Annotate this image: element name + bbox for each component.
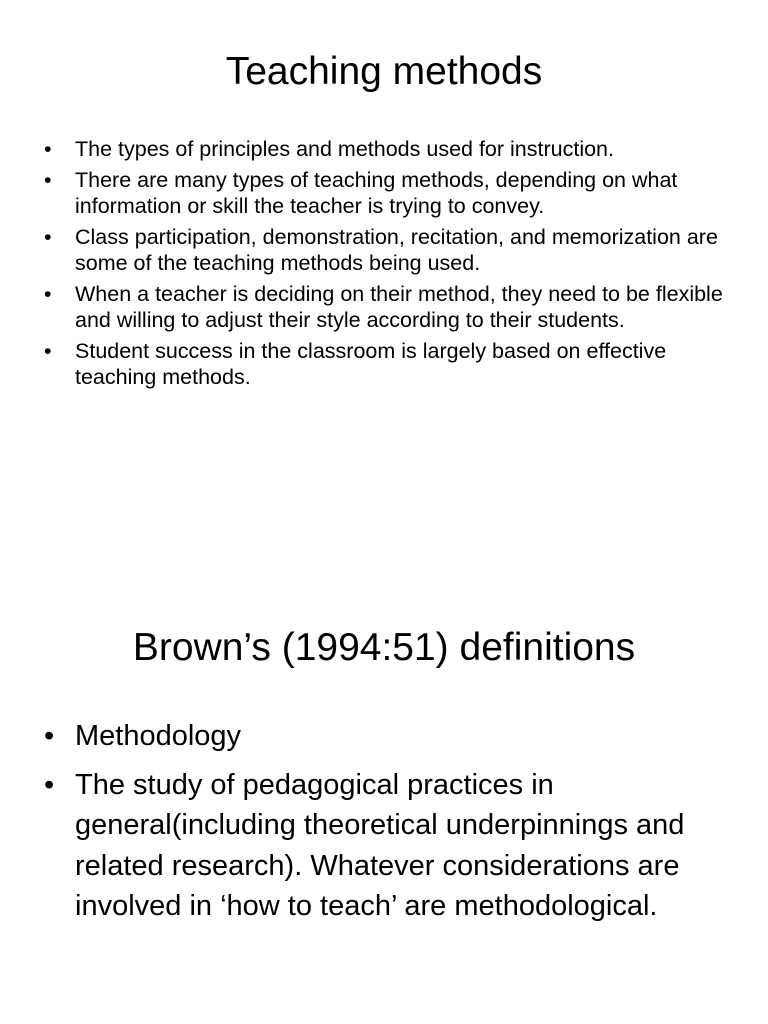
bullet-text: When a teacher is deciding on their method, they need to be flexible and willing to adjust their style according to their students. <box>75 282 723 332</box>
slide-title: Brown’s (1994:51) definitions <box>132 626 636 669</box>
bullet-item <box>44 716 744 757</box>
bullet-item <box>44 167 744 219</box>
bullet-icon: • <box>44 720 55 752</box>
bullet-item <box>44 281 744 333</box>
bullet-icon: • <box>44 768 55 801</box>
bullet-text: There are many types of teaching methods, depending on what information or skill the teacher is trying to convey. <box>75 168 678 218</box>
bullet-text: The study of pedagogical practices in general(including theoretical underpinnings and related research). Whatever considerations are involved in ‘how to teach’ are methodological. <box>75 768 685 922</box>
bullet-icon: • <box>44 225 52 249</box>
slide-title: Teaching methods <box>225 50 543 93</box>
bullet-list <box>44 136 744 395</box>
bullet-icon: • <box>44 339 52 363</box>
bullet-item <box>44 136 744 162</box>
slide-browns-definitions <box>0 512 768 1024</box>
bullet-text: Class participation, demonstration, recitation, and memorization are some of the teaching methods being used. <box>75 225 718 275</box>
bullet-list <box>44 716 744 935</box>
bullet-text: Methodology <box>75 720 242 752</box>
bullet-item <box>44 338 744 390</box>
bullet-icon: • <box>44 168 52 192</box>
bullet-text: Student success in the classroom is largely based on effective teaching methods. <box>75 339 667 389</box>
bullet-icon: • <box>44 282 52 306</box>
bullet-item <box>44 765 744 927</box>
bullet-text: The types of principles and methods used for instruction. <box>75 137 614 161</box>
bullet-item <box>44 224 744 276</box>
bullet-icon: • <box>44 137 52 161</box>
